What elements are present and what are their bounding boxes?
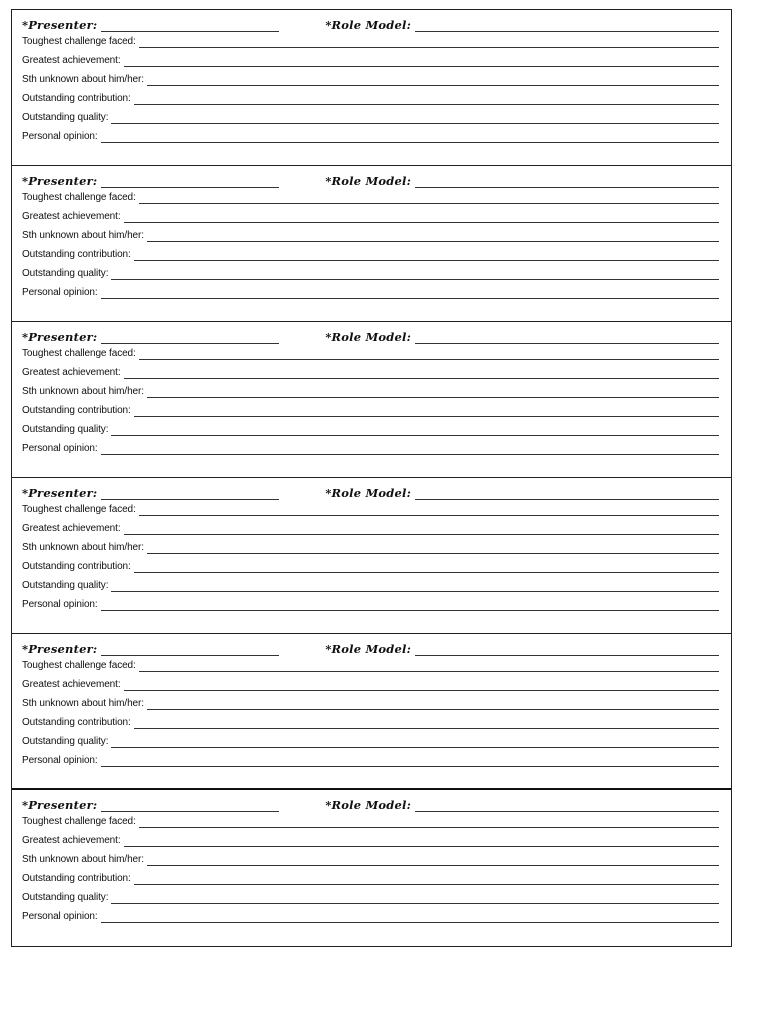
field-row-unknown [22,384,719,398]
presentation-card [12,166,731,322]
field-row-quality [22,422,719,436]
card-header [22,328,719,344]
field-row-opinion [22,129,719,143]
challenge-field[interactable] [139,193,719,204]
presentation-card [12,790,731,946]
opinion-field[interactable] [101,288,719,299]
role-model-label: *Role Model: [325,174,412,188]
presentation-card [12,634,731,790]
presenter-label: *Presenter: [22,798,98,812]
quality-field[interactable] [111,581,719,592]
opinion-label: Personal opinion: [22,599,98,610]
field-row-achievement [22,833,719,847]
quality-label: Outstanding quality: [22,892,109,903]
unknown-label: Sth unknown about him/her: [22,698,144,709]
field-row-challenge [22,346,719,360]
achievement-field[interactable] [124,680,719,691]
opinion-field[interactable] [101,756,719,767]
quality-field[interactable] [111,737,719,748]
challenge-field[interactable] [139,37,719,48]
field-row-quality [22,890,719,904]
role-model-field[interactable] [415,487,719,500]
role-model-label: *Role Model: [325,642,412,656]
presenter-field[interactable] [101,331,279,344]
field-row-quality [22,266,719,280]
card-header [22,640,719,656]
presenter-field[interactable] [101,19,279,32]
field-row-achievement [22,365,719,379]
presenter-field[interactable] [101,175,279,188]
card-header [22,16,719,32]
challenge-label: Toughest challenge faced: [22,660,136,671]
unknown-field[interactable] [147,231,719,242]
quality-field[interactable] [111,269,719,280]
field-row-quality [22,734,719,748]
field-row-challenge [22,814,719,828]
unknown-label: Sth unknown about him/her: [22,386,144,397]
challenge-label: Toughest challenge faced: [22,348,136,359]
quality-field[interactable] [111,425,719,436]
field-row-contribution [22,715,719,729]
field-row-contribution [22,403,719,417]
presenter-label: *Presenter: [22,174,98,188]
presentation-card [12,10,731,166]
field-row-unknown [22,228,719,242]
contribution-label: Outstanding contribution: [22,405,131,416]
field-row-challenge [22,658,719,672]
achievement-label: Greatest achievement: [22,211,121,222]
field-row-unknown [22,72,719,86]
field-row-opinion [22,753,719,767]
card-header [22,484,719,500]
challenge-label: Toughest challenge faced: [22,816,136,827]
contribution-field[interactable] [134,406,719,417]
challenge-field[interactable] [139,661,719,672]
field-row-unknown [22,540,719,554]
field-row-contribution [22,871,719,885]
presenter-field[interactable] [101,487,279,500]
presenter-field[interactable] [101,643,279,656]
achievement-label: Greatest achievement: [22,55,121,66]
role-model-field[interactable] [415,799,719,812]
field-row-quality [22,110,719,124]
achievement-label: Greatest achievement: [22,367,121,378]
opinion-field[interactable] [101,132,719,143]
quality-label: Outstanding quality: [22,424,109,435]
presenter-label: *Presenter: [22,642,98,656]
field-row-achievement [22,53,719,67]
card-header [22,796,719,812]
presenter-label: *Presenter: [22,486,98,500]
opinion-field[interactable] [101,444,719,455]
contribution-label: Outstanding contribution: [22,717,131,728]
role-model-label: *Role Model: [325,18,412,32]
role-model-label: *Role Model: [325,486,412,500]
field-row-opinion [22,441,719,455]
field-row-achievement [22,521,719,535]
opinion-label: Personal opinion: [22,911,98,922]
field-row-contribution [22,91,719,105]
role-model-field[interactable] [415,331,719,344]
unknown-field[interactable] [147,543,719,554]
field-row-challenge [22,190,719,204]
field-row-unknown [22,696,719,710]
unknown-label: Sth unknown about him/her: [22,74,144,85]
role-model-label: *Role Model: [325,330,412,344]
field-row-opinion [22,285,719,299]
opinion-field[interactable] [101,912,719,923]
quality-label: Outstanding quality: [22,580,109,591]
quality-label: Outstanding quality: [22,736,109,747]
challenge-field[interactable] [139,505,719,516]
unknown-label: Sth unknown about him/her: [22,542,144,553]
form-sheet [11,9,732,947]
contribution-label: Outstanding contribution: [22,249,131,260]
contribution-field[interactable] [134,94,719,105]
challenge-field[interactable] [139,349,719,360]
card-header [22,172,719,188]
quality-label: Outstanding quality: [22,112,109,123]
field-row-opinion [22,909,719,923]
quality-label: Outstanding quality: [22,268,109,279]
field-row-challenge [22,502,719,516]
role-model-field[interactable] [415,643,719,656]
achievement-field[interactable] [124,56,719,67]
contribution-label: Outstanding contribution: [22,873,131,884]
field-row-achievement [22,677,719,691]
contribution-field[interactable] [134,718,719,729]
challenge-label: Toughest challenge faced: [22,504,136,515]
presentation-card [12,478,731,634]
achievement-label: Greatest achievement: [22,523,121,534]
contribution-label: Outstanding contribution: [22,561,131,572]
unknown-field[interactable] [147,387,719,398]
presenter-label: *Presenter: [22,330,98,344]
challenge-label: Toughest challenge faced: [22,36,136,47]
field-row-contribution [22,247,719,261]
field-row-contribution [22,559,719,573]
achievement-field[interactable] [124,836,719,847]
unknown-field[interactable] [147,855,719,866]
quality-field[interactable] [111,893,719,904]
role-model-label: *Role Model: [325,798,412,812]
achievement-field[interactable] [124,212,719,223]
unknown-field[interactable] [147,699,719,710]
field-row-quality [22,578,719,592]
challenge-field[interactable] [139,817,719,828]
presenter-label: *Presenter: [22,18,98,32]
field-row-achievement [22,209,719,223]
presenter-field[interactable] [101,799,279,812]
field-row-challenge [22,34,719,48]
unknown-field[interactable] [147,75,719,86]
opinion-label: Personal opinion: [22,755,98,766]
field-row-unknown [22,852,719,866]
opinion-label: Personal opinion: [22,287,98,298]
field-row-opinion [22,597,719,611]
opinion-label: Personal opinion: [22,443,98,454]
contribution-field[interactable] [134,874,719,885]
contribution-label: Outstanding contribution: [22,93,131,104]
achievement-label: Greatest achievement: [22,679,121,690]
opinion-label: Personal opinion: [22,131,98,142]
challenge-label: Toughest challenge faced: [22,192,136,203]
unknown-label: Sth unknown about him/her: [22,230,144,241]
contribution-field[interactable] [134,250,719,261]
achievement-field[interactable] [124,524,719,535]
achievement-label: Greatest achievement: [22,835,121,846]
opinion-field[interactable] [101,600,719,611]
presentation-card [12,322,731,478]
quality-field[interactable] [111,113,719,124]
role-model-field[interactable] [415,175,719,188]
unknown-label: Sth unknown about him/her: [22,854,144,865]
contribution-field[interactable] [134,562,719,573]
role-model-field[interactable] [415,19,719,32]
achievement-field[interactable] [124,368,719,379]
